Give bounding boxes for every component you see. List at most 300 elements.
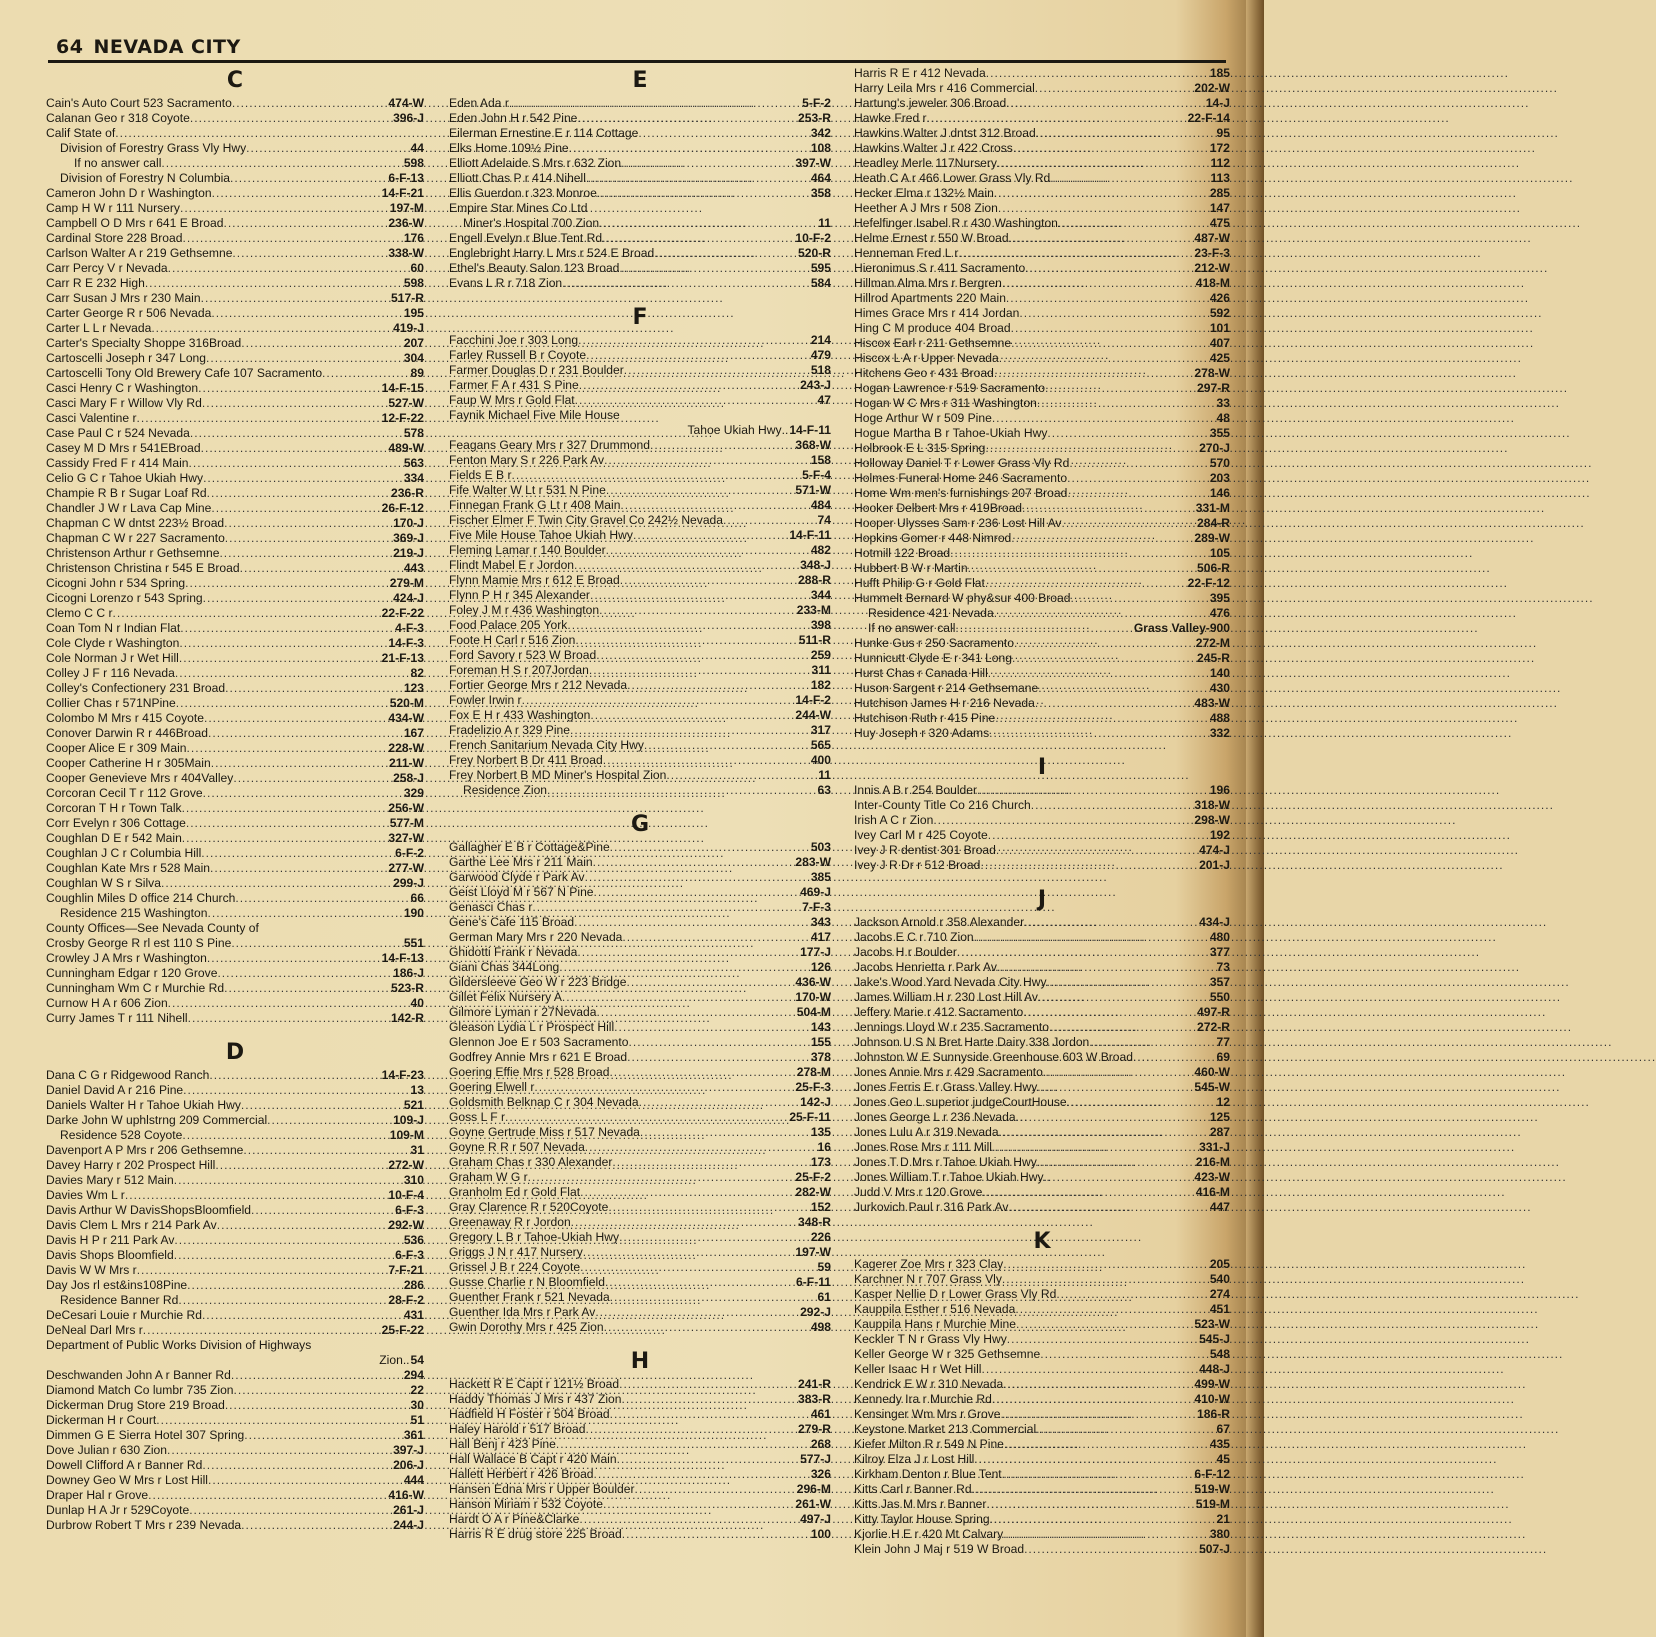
listing-row (46, 351, 424, 366)
listing-row (46, 411, 424, 426)
listing-name: Calanan Geo r 318 Coyote (46, 111, 190, 125)
listing-row (449, 423, 831, 438)
listing-row (46, 816, 424, 831)
leader-dots (585, 870, 810, 885)
section-gap (449, 798, 831, 810)
listing-row (46, 1488, 424, 1503)
listing-name: Holmes Funeral Home 246 Sacramento (854, 471, 1068, 485)
listing-name: Keckler T N r Grass Vly Hwy (854, 1332, 1007, 1346)
leader-dots (590, 708, 794, 723)
leader-dots (1011, 321, 1209, 336)
listing-row (46, 456, 424, 471)
listing-name: Carter George R r 506 Nevada (46, 306, 212, 320)
listing-phone: 277-W (388, 861, 424, 875)
listing-row (854, 711, 1230, 726)
listing-phone: 158 (810, 453, 831, 467)
listing-name: Hutchison James H r 216 Nevada (854, 696, 1035, 710)
leader-dots (208, 726, 403, 741)
leader-dots (179, 651, 381, 666)
listing-name: Residence 215 Washington (60, 906, 208, 920)
listing-row (46, 306, 424, 321)
leader-dots (992, 1392, 1194, 1407)
listing-row (46, 1278, 424, 1293)
listing-name: Kensinger Wm Mrs r Grove (854, 1407, 1001, 1421)
listing-name: Hogan W C Mrs r 311 Washington (854, 396, 1037, 410)
listing-name: Hitchens Geo r 431 Broad (854, 366, 994, 380)
leader-dots (190, 426, 403, 441)
listing-phone: 338-W (388, 246, 424, 260)
listing-row (46, 921, 424, 936)
listing-phone: 279-R (798, 1422, 831, 1436)
listing-name: Cartoscelli Tony Old Brewery Cafe 107 Sacramento (46, 366, 323, 380)
listing-phone: 7-F-21 (388, 1263, 424, 1277)
listing-row (449, 1140, 831, 1155)
listing-name: Curry James T r 111 Nihell (46, 1011, 188, 1025)
listing-name: Hawkins Walter J r 422 Cross (854, 141, 1013, 155)
listing-name: Jurkovich Paul r 316 Park Av (854, 1200, 1009, 1214)
listing-phone: 434-W (388, 711, 424, 725)
listing-row (46, 951, 424, 966)
leader-dots (115, 126, 423, 141)
listing-phone: 310 (403, 1173, 424, 1187)
listing-name: Coan Tom N r Indian Flat (46, 621, 181, 635)
listing-row (449, 840, 831, 855)
listing-name: Eden Ada r (449, 96, 509, 110)
listing-row (449, 1245, 831, 1260)
listing-phone: 23-F-3 (1194, 246, 1230, 260)
leader-dots (556, 1437, 810, 1452)
listing-phone: 25-F-11 (789, 1110, 831, 1124)
leader-dots (624, 363, 810, 378)
listing-name: Division of Forestry N Columbia (60, 171, 231, 185)
listing-row (46, 1293, 424, 1308)
leader-dots (113, 606, 381, 621)
listing-row (46, 546, 424, 561)
listing-phone: 527-W (388, 396, 424, 410)
leader-dots (610, 1407, 810, 1422)
listing-phone: 74 (817, 513, 831, 527)
listing-row (46, 1143, 424, 1158)
listing-phone: 241-R (798, 1377, 831, 1391)
listing-row (449, 855, 831, 870)
leader-dots (1031, 798, 1194, 813)
leader-dots (626, 975, 794, 990)
listing-name: Keystone Market 213 Commercial (854, 1422, 1037, 1436)
leader-dots (243, 1143, 409, 1158)
listing-name: Jones William T r Tahoe Ukiah Hwy (854, 1170, 1044, 1184)
listing-phone: 430 (1209, 681, 1230, 695)
listing-phone: 6-F-13 (388, 171, 424, 185)
listing-name: Jones Geo L superior judgeCourtHouse (854, 1095, 1067, 1109)
listing-phone: 207 (403, 336, 424, 350)
listing-row (46, 1413, 424, 1428)
listing-row (854, 576, 1230, 591)
listing-row (854, 171, 1230, 186)
listing-row (449, 708, 831, 723)
leader-dots (210, 861, 387, 876)
listing-name: Daniel David A r 216 Pine (46, 1083, 184, 1097)
leader-dots (593, 855, 795, 870)
listing-name: Hubbert B W r Martin (854, 561, 968, 575)
leader-dots (605, 1275, 795, 1290)
listing-name: Flindt Mabel E r Jordon (449, 558, 575, 572)
listing-phone: 317 (810, 723, 831, 737)
listing-row (854, 366, 1230, 381)
listing-name: Irish A C r Zion (854, 813, 934, 827)
listing-phone: 342 (810, 126, 831, 140)
leader-dots (232, 246, 387, 261)
listing-row (854, 726, 1230, 741)
leader-dots (186, 816, 389, 831)
leader-dots (650, 438, 794, 453)
listing-row (46, 246, 424, 261)
listing-row (854, 975, 1230, 990)
listing-phone: 126 (810, 960, 831, 974)
leader-dots (974, 1452, 1215, 1467)
leader-dots (211, 306, 402, 321)
listing-phone: 22-F-14 (1187, 111, 1230, 125)
listing-row (46, 666, 424, 681)
listing-name: Haley Harold r 517 Broad (449, 1422, 586, 1436)
listing-phone: 287 (1209, 1125, 1230, 1139)
listing-row (449, 1512, 831, 1527)
leader-dots (1045, 381, 1196, 396)
leader-dots (1058, 216, 1209, 231)
listing-phone: 424-J (393, 591, 424, 605)
listing-phone: 142-J (800, 1095, 831, 1109)
listing-phone: 357 (1209, 975, 1230, 989)
leader-dots (225, 531, 392, 546)
listing-row (854, 1095, 1230, 1110)
leader-dots (201, 291, 390, 306)
listing-name: Dimmen G E Sierra Hotel 307 Spring (46, 1428, 245, 1442)
listing-name: Davies Mary r 512 Main (46, 1173, 174, 1187)
listing-name: Kitts Carl r Banner Rd (854, 1482, 972, 1496)
listing-row (449, 783, 831, 798)
listing-row (449, 1080, 831, 1095)
leader-dots (176, 696, 389, 711)
listing-name: Hooker Delbert Mrs r 419Broad (854, 501, 1023, 515)
listing-phone: 298-W (1194, 813, 1230, 827)
section-letter: H (630, 1349, 650, 1374)
leader-dots (182, 801, 388, 816)
listing-phone: 205 (1209, 1257, 1230, 1271)
section-letter: D (225, 1040, 245, 1065)
listing-phone: 69 (1216, 1050, 1230, 1064)
listing-row (449, 408, 831, 423)
listing-row (46, 1083, 424, 1098)
listing-name: If no answer call (868, 621, 956, 635)
section-gap (854, 1215, 1230, 1227)
listing-name: Huy Joseph r 320 Adams (854, 726, 990, 740)
listing-name: Kilroy Elza J r Lost Hill (854, 1452, 975, 1466)
listing-row (854, 798, 1230, 813)
listing-phone: 13 (410, 1083, 424, 1097)
listing-phone: 14-F-15 (381, 381, 424, 395)
listing-name: Davenport A P Mrs r 206 Gethsemne (46, 1143, 244, 1157)
leader-dots (232, 96, 388, 111)
leader-dots (619, 1230, 810, 1245)
leader-dots (988, 666, 1209, 681)
leader-dots (985, 441, 1198, 456)
listing-row (449, 1467, 831, 1482)
listing-row (449, 1482, 831, 1497)
listing-row (854, 1392, 1230, 1407)
listing-phone: 5-F-4 (802, 468, 831, 482)
listing-phone: 272-W (388, 1158, 424, 1172)
listing-name: Kasper Nellie D r Lower Grass Vly Rd (854, 1287, 1057, 1301)
leader-dots (640, 1125, 810, 1140)
leader-dots (990, 1512, 1216, 1527)
listing-phone: 292-J (800, 1305, 831, 1319)
listing-name: Downey Geo W Mrs r Lost Hill (46, 1473, 208, 1487)
listing-phone: 186-J (393, 966, 424, 980)
leader-dots (217, 966, 392, 981)
listing-name: Cartoscelli Joseph r 347 Long (46, 351, 207, 365)
listing-phone: 348-R (798, 1215, 831, 1229)
listing-row (46, 156, 424, 171)
listing-phone: 288-R (798, 573, 831, 587)
listing-row (46, 1128, 424, 1143)
leader-dots (1002, 1272, 1209, 1287)
listing-phone: 348-J (800, 558, 831, 572)
leader-dots (208, 1473, 403, 1488)
listing-phone: 176 (403, 231, 424, 245)
leader-dots (240, 561, 403, 576)
listing-row (854, 126, 1230, 141)
listing-phone: 243-J (800, 378, 831, 392)
listing-name: Ghidotti Frank r Nevada (449, 945, 578, 959)
leader-dots (633, 528, 788, 543)
listing-phone: 545-W (1194, 1080, 1230, 1094)
listing-phone: 318-W (1194, 798, 1230, 812)
leader-dots (1070, 591, 1208, 606)
listing-row (46, 1503, 424, 1518)
listing-phone: 479 (810, 348, 831, 362)
listing-name: Johnston W E Sunnyside Greenhouse 603 W Broad (854, 1050, 1133, 1064)
listing-phone: 216-M (1195, 1155, 1230, 1169)
listing-phone: 327-W (388, 831, 424, 845)
listing-row (854, 1482, 1230, 1497)
listing-name: Residence 421 Nevada (868, 606, 994, 620)
listing-row (449, 1407, 831, 1422)
leader-dots (562, 276, 810, 291)
listing-name: Kauppila Esther r 516 Nevada (854, 1302, 1016, 1316)
listing-phone: 419-J (393, 321, 424, 335)
listing-row (46, 291, 424, 306)
leader-dots (512, 468, 802, 483)
listing-phone: 177-J (800, 945, 831, 959)
leader-dots: .. (402, 1353, 410, 1367)
listing-phone: 282-W (795, 1185, 831, 1199)
leader-dots (212, 186, 381, 201)
listing-name: Davis H P r 211 Park Av (46, 1233, 175, 1247)
listing-name: Hiscox L A r Upper Nevada (854, 351, 999, 365)
listing-name: Hartung's jeweler 306 Broad (854, 96, 1007, 110)
listing-phone: 385 (810, 870, 831, 884)
leader-dots (215, 1158, 387, 1173)
listing-row (854, 1050, 1230, 1065)
listing-phone: 518 (810, 363, 831, 377)
listing-phone: 545-J (1199, 1332, 1230, 1346)
leader-dots (599, 216, 817, 231)
listing-row (449, 1452, 831, 1467)
listing-row (449, 975, 831, 990)
listing-name: Faup W Mrs r Gold Flat (449, 393, 575, 407)
listing-phone: 274 (1209, 1287, 1230, 1301)
leader-dots (992, 411, 1216, 426)
listing-row (449, 528, 831, 543)
listing-row (46, 231, 424, 246)
listing-phone: 489-W (388, 441, 424, 455)
listing-phone: 135 (810, 1125, 831, 1139)
listing-phone: 261-J (393, 1503, 424, 1517)
listing-phone: 434-J (1199, 915, 1230, 929)
listing-name: Hallett Herbert r 426 Broad (449, 1467, 594, 1481)
page-number: 64 (56, 36, 84, 58)
leader-dots (602, 231, 794, 246)
listing-row (854, 561, 1230, 576)
leader-dots (203, 591, 392, 606)
listing-row (854, 783, 1230, 798)
leader-dots (1014, 636, 1195, 651)
leader-dots (619, 1377, 797, 1392)
leader-dots (594, 885, 800, 900)
listing-phone: 285 (1209, 186, 1230, 200)
listing-row (449, 633, 831, 648)
listing-phone: 67 (1216, 1422, 1230, 1436)
listing-phone: 101 (1209, 321, 1230, 335)
listing-phone: 63 (817, 783, 831, 797)
listing-phone: 25-F-22 (381, 1323, 424, 1337)
leader-dots (547, 783, 817, 798)
listing-row (46, 471, 424, 486)
listing-phone: 425 (1209, 351, 1230, 365)
listing-phone: 100 (810, 1527, 831, 1541)
listing-phone: 299-J (393, 876, 424, 890)
listing-row (46, 1188, 424, 1203)
listing-phone: 447 (1209, 1200, 1230, 1214)
listing-name: Corcoran Cecil T r 112 Grove (46, 786, 203, 800)
listing-row (46, 711, 424, 726)
listing-name: Hillman Alma Mrs r Bergren (854, 276, 1002, 290)
leader-dots (182, 1128, 388, 1143)
listing-row (854, 441, 1230, 456)
leader-dots (1008, 1200, 1208, 1215)
listing-phone: 334 (403, 471, 424, 485)
listing-name: Residence 528 Coyote (60, 1128, 183, 1142)
listing-name: Feagans Geary Mrs r 327 Drummond (449, 438, 650, 452)
leader-dots (559, 960, 810, 975)
listing-phone: Grass Valley-900 (1133, 621, 1230, 635)
listing-row (854, 666, 1230, 681)
listing-phone: 185 (1209, 66, 1230, 80)
listing-name: Hogan Lawrence r 519 Sacramento (854, 381, 1045, 395)
listing-row (449, 663, 831, 678)
leader-dots (586, 171, 810, 186)
leader-dots (635, 1482, 796, 1497)
leader-dots (1011, 531, 1193, 546)
listing-name: Griggs J N r 417 Nursery (449, 1245, 583, 1259)
leader-dots (995, 711, 1209, 726)
leader-dots (579, 378, 799, 393)
listing-phone: 6-F-12 (1194, 1467, 1230, 1481)
listing-name: Judd V Mrs r 120 Grove (854, 1185, 983, 1199)
leader-dots (1067, 486, 1208, 501)
listing-row (46, 381, 424, 396)
listing-phone: 21 (1216, 1512, 1230, 1526)
listing-phone: 233-M (796, 603, 831, 617)
leader-dots (578, 333, 810, 348)
leader-dots (522, 693, 795, 708)
listing-phone: 196 (1209, 783, 1230, 797)
listing-phone: 25-F-3 (795, 1080, 831, 1094)
listing-name: Ethel's Beauty Salon 123 Broad (449, 261, 620, 275)
listing-name: Deschwanden John A r Banner Rd (46, 1368, 231, 1382)
listing-phone: 195 (403, 306, 424, 320)
listing-phone: 186-R (1197, 1407, 1230, 1421)
leader-dots (1016, 1317, 1193, 1332)
listing-name: Gilmore Lyman r 27Nevada (449, 1005, 597, 1019)
leader-dots (137, 1263, 388, 1278)
leader-dots (1015, 1302, 1208, 1317)
listing-phone: 182 (810, 678, 831, 692)
listing-row (854, 1362, 1230, 1377)
listing-phone: 261-W (795, 1497, 831, 1511)
listing-phone: 474-W (388, 96, 424, 110)
listing-phone: 170-J (393, 516, 424, 530)
listing-phone: 244-J (393, 1518, 424, 1532)
listing-name: Greenaway R r Jordon (449, 1215, 571, 1229)
listing-row (854, 1422, 1230, 1437)
listing-phone: 197-W (795, 1245, 831, 1259)
listing-name: Heether A J Mrs r 508 Zion (854, 201, 998, 215)
listing-phone: 460-W (1194, 1065, 1230, 1079)
leader-dots (622, 930, 809, 945)
listing-name: Hoge Arthur W r 509 Pine (854, 411, 992, 425)
listing-name: Foote H Carl r 516 Zion (449, 633, 576, 647)
listing-name: Graham Chas r 330 Alexander (449, 1155, 613, 1169)
section-gap (854, 873, 1230, 885)
listing-phone: 66 (410, 891, 424, 905)
listing-row (449, 1020, 831, 1035)
listing-phone: 21-F-13 (381, 651, 424, 665)
listing-row (449, 678, 831, 693)
listing-phone: 226 (810, 1230, 831, 1244)
listing-row (46, 561, 424, 576)
leader-dots (188, 1011, 390, 1026)
listing-name: Gene's Cafe 115 Broad (449, 915, 575, 929)
listing-phone: 520-M (389, 696, 424, 710)
section-gap (449, 1335, 831, 1347)
listing-row (46, 1158, 424, 1173)
leader-dots (175, 666, 410, 681)
listing-phone: 517-R (391, 291, 424, 305)
listing-phone: 6-F-3 (395, 1248, 424, 1262)
listing-row (46, 1263, 424, 1278)
listing-name: Jacobs Henrietta r Park Av (854, 960, 997, 974)
listing-row (854, 606, 1230, 621)
listing-row (449, 156, 831, 171)
listing-phone: 214 (810, 333, 831, 347)
leader-dots (596, 1005, 795, 1020)
listing-name: Cooper Genevieve Mrs r 404Valley (46, 771, 234, 785)
leader-dots (1019, 306, 1208, 321)
listing-phone: 483-W (1194, 696, 1230, 710)
listing-row (854, 516, 1230, 531)
leader-dots (596, 648, 810, 663)
leader-dots (1003, 1527, 1209, 1542)
